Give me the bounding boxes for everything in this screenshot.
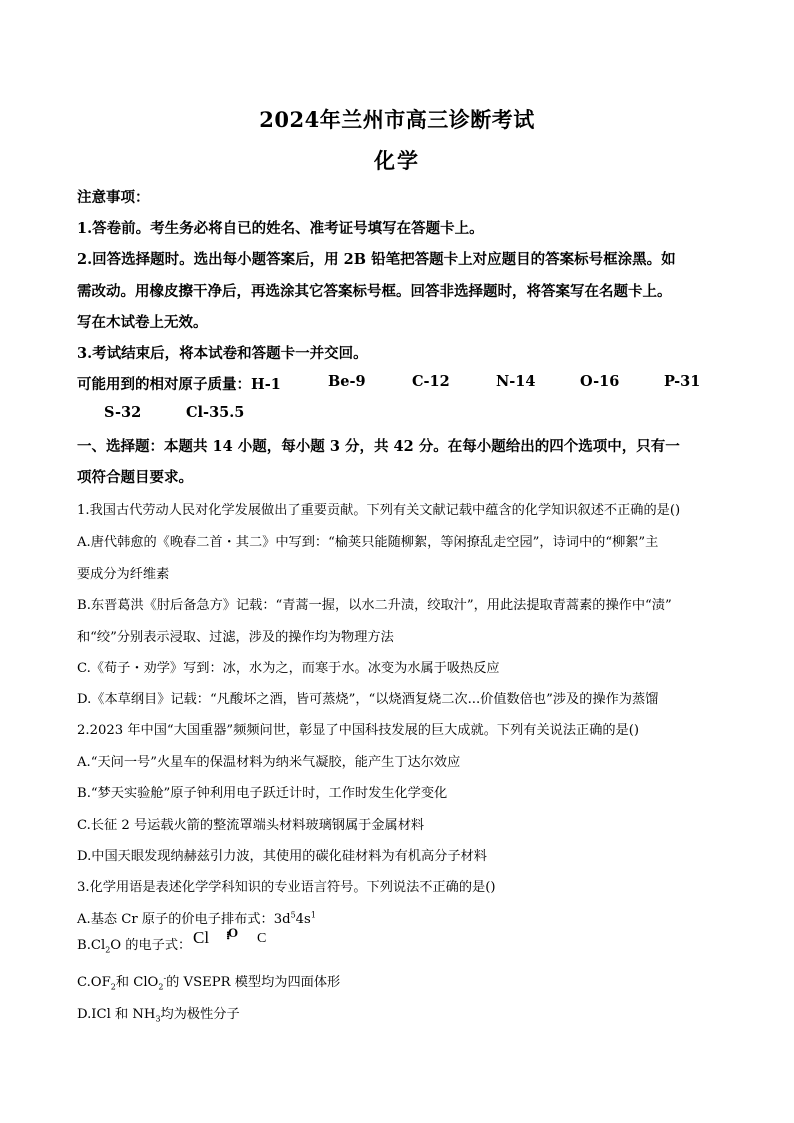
option-b-text: B.Cl [77,938,106,953]
question-2-stem: 2.2023 年中国“大国重器”频频问世，彰显了中国科技发展的巨大成就。下列有关说法正确的是() [77,723,640,738]
question-1-option-d: D.《本草纲目》记载：“凡酸坏之酒，皆可蒸烧”，“以烧酒复烧二次...价值数倍也”涉及的操作为蒸馏 [77,692,659,707]
question-2-option-d: D.中国天眼发现纳赫兹引力波，其使用的碳化硅材料为有机高分子材料 [77,849,487,864]
atomic-mass-row-2 [104,404,304,424]
question-1-stem: 1.我国古代劳动人民对化学发展做出了重要贡献。下列有关文献记载中蕴含的化学知识叙述不正确的是() [77,503,681,518]
atomic-mass-p: P-31 [664,373,701,390]
atomic-mass-n: N-14 [496,373,536,390]
question-1-option-b-line-2: 和“绞”分别表示浸取、过滤，涉及的操作均为物理方法 [77,630,394,645]
question-2-option-c: C.长征 2 号运载火箭的整流罩端头材料玻璃钢属于金属材料 [77,818,425,833]
lewis-cl-atom: Cl [193,928,210,947]
option-c-text-mid: 和 ClO [115,975,159,990]
option-a-text: A.基态 Cr 原子的价电子排布式：3d [77,912,291,927]
option-d-text-suffix: 均为极性分子 [160,1007,240,1022]
subscript: 2 [158,982,164,992]
question-3-stem: 3.化学用语是表述化学学科知识的专业语言符号。下列说法不正确的是() [77,880,496,895]
question-3-option-a [77,908,316,927]
section-heading-line-1: 一、选择题：本题共 14 小题，每小题 3 分，共 42 分。在每小题给出的四个选项中，只有一 [77,438,680,455]
atomic-mass-cl: Cl-35.5 [186,404,245,421]
lewis-oxygen-atom: O [228,925,239,940]
notes-heading: 注意事项： [77,189,150,206]
option-b-text-suffix: O 的电子式： [110,938,192,953]
note-item-2-line-1: 2.回答选择题时。选出每小题答案后，用 2B 铅笔把答题卡上对应题目的答案标号框涂黑。如 [77,251,676,268]
superscript: 5 [290,910,296,920]
atomic-mass-label: 可能用到的相对原子质量：H-1 [77,376,281,393]
atomic-mass-s: S-32 [104,404,142,421]
question-1-option-c: C.《荀子・劝学》写到：冰，水为之，而寒于水。冰变为水属于吸热反应 [77,661,500,676]
question-3-option-d [77,1003,240,1024]
subscript: 2 [110,982,116,992]
lewis-electron-dots-icon: ⁞⁞ [226,929,228,942]
option-c-text-suffix: 的 VSEPR 模型均为四面体形 [166,975,341,990]
note-item-3: 3.考试结束后，将本试卷和答题卡一并交回。 [77,345,368,362]
atomic-mass-c: C-12 [412,373,450,390]
note-item-2-line-2: 需改动。用橡皮擦干净后，再选涂其它答案标号框。回答非选择题时，将答案写在名题卡上。 [77,283,672,300]
atomic-mass-be: Be-9 [328,373,366,390]
section-heading-line-2: 项符合题目要求。 [77,469,193,486]
question-3-option-b [77,925,267,955]
question-1-option-a-line-2: 要成分为纤维素 [77,567,170,582]
option-a-text-mid: 4s [295,912,311,927]
question-1-option-b-line-1: B.东晋葛洪《肘后备急方》记载：“青蒿一握，以水二升渍，绞取汁”，用此法提取青蒿素的操作中“渍” [77,598,672,613]
question-2-option-b: B.“梦天实验舱”原子钟利用电子跃迁计时，工作时发生化学变化 [77,786,448,801]
subject-title: 化学 [374,148,420,173]
option-c-text: C.OF [77,975,111,990]
option-d-text: D.ICl 和 NH [77,1007,156,1022]
exam-title: 2024年兰州市高三诊断考试 [259,107,535,132]
question-3-option-c [77,971,340,992]
note-item-2-line-3: 写在木试卷上无效。 [77,314,208,331]
question-2-option-a: A.“天问一号”火星车的保温材料为纳米气凝胶，能产生丁达尔效应 [77,755,461,770]
subscript: 3 [155,1014,161,1024]
lewis-c-atom: C [257,931,267,946]
note-item-1: 1.答卷前。考生务必将自已的姓名、准考证号填写在答题卡上。 [77,220,484,237]
superscript: 1 [310,910,316,920]
atomic-mass-row-1 [77,373,717,393]
subscript: 2 [105,945,111,955]
atomic-mass-o: O-16 [580,373,620,390]
question-1-option-a-line-1: A.唐代韩愈的《晚春二首・其二》中写到：“榆荚只能随柳絮，等闲撩乱走空园”，诗词中的“柳絮”主 [77,535,659,550]
superscript: - [163,973,167,983]
